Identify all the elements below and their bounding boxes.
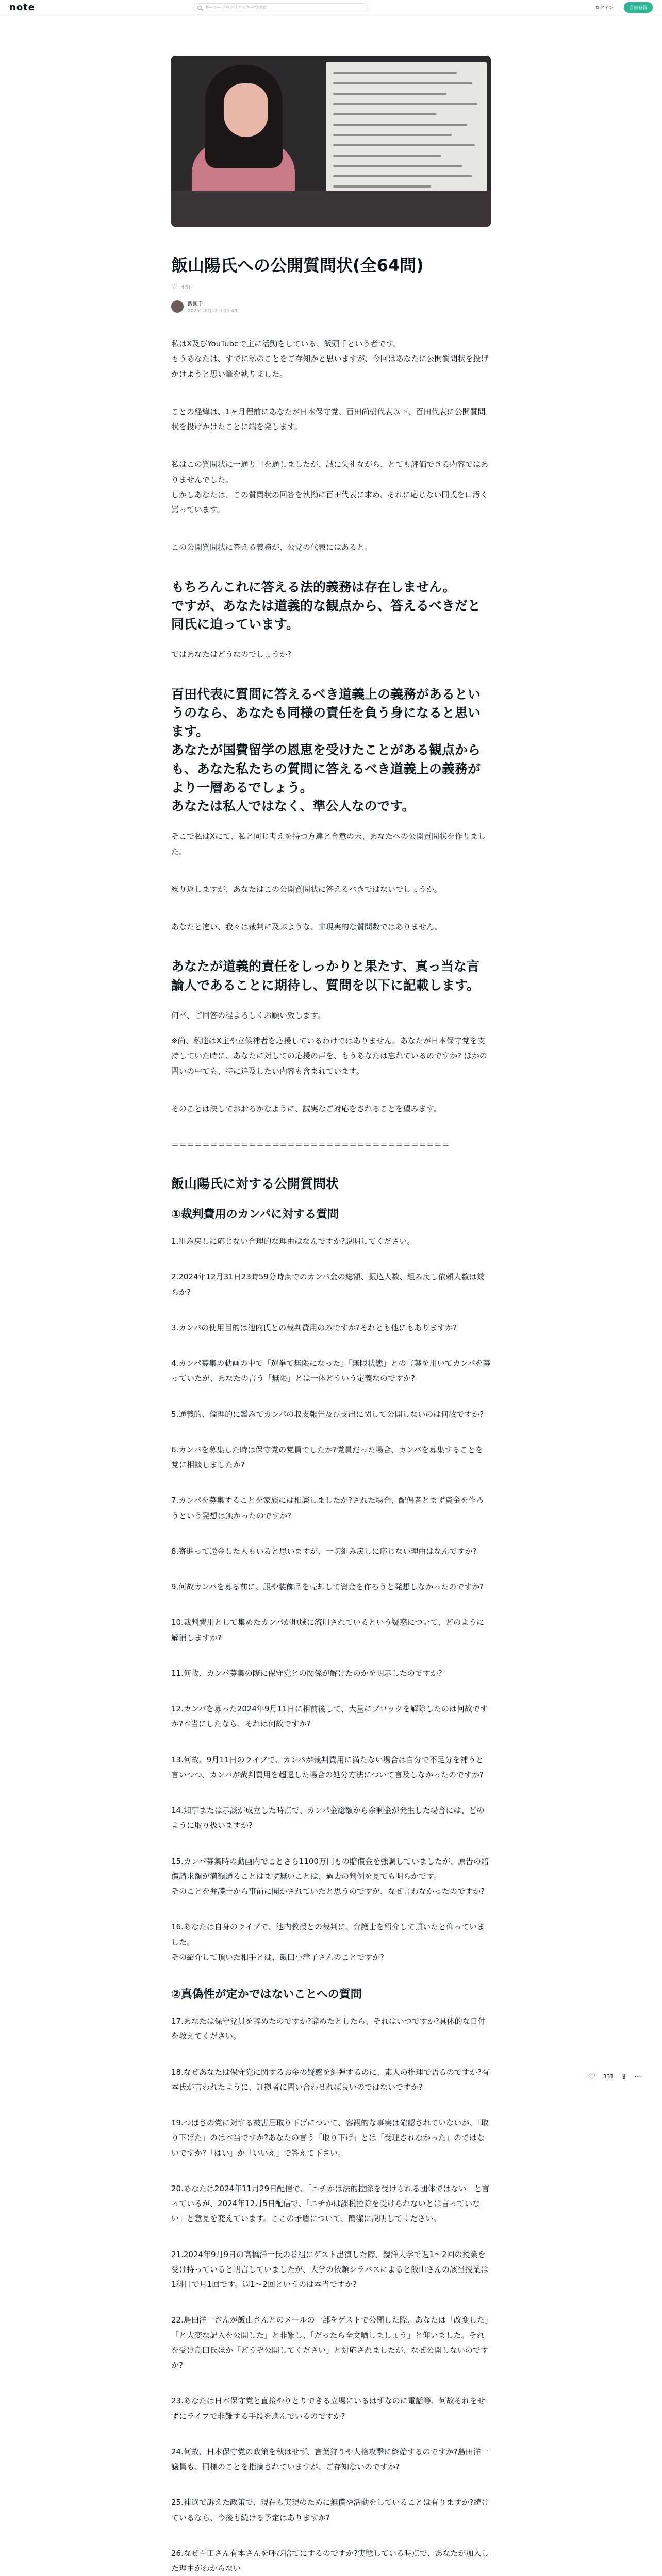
heart-outline-icon[interactable]: ♡	[171, 283, 178, 292]
author-block	[171, 299, 491, 314]
more-icon[interactable]: ⋯	[634, 2072, 642, 2081]
question-item: 21.2024年9月9日の高橋洋一氏の番組にゲスト出演した際、親洋大学で週1〜2回の授業を受け持っていると明言していましたが、大学の依頼シラバスによると飯山さんの該当授業は1科目で月1回です。週1〜2回というのは本当ですか?	[171, 2249, 489, 2290]
note-logo[interactable]: note	[9, 2, 35, 13]
body-paragraph: あなたと違い、我々は裁判に及ぶような、非現実的な質問数ではありません。	[171, 922, 442, 932]
top-navigation-bar	[0, 0, 662, 15]
question-item: 17.あなたは保守党員を辞めたのですか?辞めたとしたら、それはいつですか?具体的な日付を教えてください。	[171, 2016, 486, 2041]
article	[171, 15, 491, 2576]
avatar[interactable]	[171, 300, 184, 313]
question-item: 12.カンパを募った2024年9月11日に相前後して、大量にブロックを解除したのは何故ですか?本当にしたなら、それは何故ですか?	[171, 1704, 488, 1729]
question-item: 5.通義的、倫理的に鑑みてカンパの収支報告及び支出に関して公開しないのは何故ですか?	[171, 1409, 484, 1419]
subsection-title: ①裁判費用のカンパに対する質問	[171, 1208, 339, 1222]
question-item: 2.2024年12月31日23時59分時点でのカンパ金の総額、振込人数、組み戻し依頼人数は幾らか?	[171, 1272, 485, 1297]
question-item: 18.なぜあなたは保守党に関するお金の疑惑を糾弾するのに、素人の推理で語るのですか?有本氏が言われたように、証拠者に問い合わせれば良いのではないですか?	[171, 2067, 489, 2092]
share-icon[interactable]: ⇪	[621, 2072, 627, 2081]
like-heart-icon[interactable]: ♡	[588, 2072, 596, 2081]
search-icon	[197, 6, 202, 10]
question-item: 24.何故、日本保守党の政策を秋はせず、言葉狩りや人格攻撃に終始するのですか?島田洋一議員も、同様のことを指摘されていますが、ご存知ないのですか?	[171, 2447, 489, 2472]
question-item: 9.何故カンパを募る前に、服や装飾品を売却して資金を作ろうと発想しなかったのですか?	[171, 1582, 484, 1592]
body-paragraph: 繰り返しますが、あなたはこの公開質問状に答えるべきではないでしょうか。	[171, 884, 442, 894]
question-item: 8.寄進って送金した人もいると思いますが、一切組み戻しに応じない理由はなんですか?	[171, 1546, 477, 1556]
question-item: 14.知事または示談が成立した時点で、カンパ金総額から余剰金が発生した場合には、どのように取り扱いますか?	[171, 1806, 485, 1831]
question-item: 11.何故、カンパ募集の際に保守党との関係が解けたのかを明示したのですか?	[171, 1668, 442, 1678]
like-count: 331	[180, 283, 192, 291]
publish-date: 2025年2月12日 15:40	[188, 309, 237, 314]
subsection-title: ②真偽性が定かではないことへの質問	[171, 1988, 362, 2002]
question-item: 10.裁判費用として集めたカンパが地域に流用されているという疑惑について、どのように解消しますか?	[171, 1618, 485, 1642]
question-item: 20.あなたは2024年11月29日配信で、「ニチかは法的控除を受けられる団体ではない」と言っているが、2024年12月5日配信で、「ニチかは課税控除を受けられないとは言っていない」と意見を変えています。ここの矛盾について、簡潔に説明してください。	[171, 2183, 490, 2224]
intro-paragraph: 私はX及びYouTubeで主に活動をしている、飯頭千という者です。 もうあなたは、すでに私のことをご存知かと思いますが、今回はあなたに公開質問状を投げかけようと思い筆を執りました。	[171, 339, 489, 379]
intro-paragraph: 私はこの質問状に一通り目を通しましたが、誠に失礼ながら、とても評価できる内容ではありませんでした。 しかしあなたは、この質問状の回答を執拗に百田代表に求め、それに応じない同氏を口汚く罵っています。	[171, 460, 489, 515]
signup-button[interactable]: 会員登録	[624, 2, 653, 13]
bold-heading: もちろんこれに答える法的義務は存在しません。 ですが、あなたは道義的な観点から、答えるべきだと同氏に迫っています。	[171, 579, 481, 632]
intro-paragraph: ことの経緯は、1ヶ月程前にあなたが日本保守党、百田尚樹代表以下、百田代表に公開質問状を投げかけたことに端を発します。	[171, 406, 486, 432]
question-item: 7.カンパを募集することを家族には相談しましたか?された場合、配偶者とまず資金を作ろうという発想は無かったのですか?	[171, 1496, 484, 1520]
bold-heading: あなたが道義的責任をしっかりと果たす、真っ当な言論人であることに期待し、質問を以下に記載します。	[171, 959, 480, 993]
question-item: 6.カンパを募集した時は保守党の党員でしたか?党員だった場合、カンパを募集することを党に相談しましたか?	[171, 1445, 484, 1470]
question-item: 22.島田洋一さんが飯山さんとのメールの一部をゲストで公開した際、あなたは「改変した」「と大変な記入を公開した」と非難し、「だったら全文晒しましょう」と仰いました。それを受け島田氏ほか「どうぞ公開してください」と対応されましたが、なぜ公開しないのですか?	[171, 2315, 489, 2370]
floating-like-count: 331	[603, 2073, 614, 2080]
question-item: 1.組み戻しに応じない合理的な理由はなんですか?説明してください。	[171, 1236, 415, 1246]
login-button[interactable]: ログイン	[595, 6, 614, 11]
body-paragraph: そのことは決しておおろかなように、誠実なご対応をされることを望みます。	[171, 1104, 441, 1113]
question-item: 16.あなたは自身のライブで、池内教授との裁判に、弁護士を紹介して頂いたと仰っていました。 その紹介して頂いた相手とは、飯田小津子さんのことですか?	[171, 1922, 485, 1962]
intro-paragraph: この公開質問状に答える義務が、公党の代表にはあると。	[171, 543, 373, 552]
question-item: 19.つばさの党に対する被害届取り下げについて、客観的な事実は確認されていないが、「取り下げた」のは本当ですか?あなたの言う「取り下げ」とは「受理されなかった」のではないですか?「はい」か「いいえ」で答えて下さい。	[171, 2118, 489, 2158]
question-item: 25.補選で訴えた政策で、現在も実現のために無償や活動をしていることは有りますか?続けているなら、今後も続ける予定はありますか?	[171, 2498, 489, 2522]
question-item: 4.カンパ募集の動画の中で「選挙で無限になった」「無限状態」との言葉を用いてカンパを募っていたが、あなたの言う「無限」とは一体どういう定義なのですか?	[171, 1359, 491, 1383]
question-item: 13.何故、9月11日のライブで、カンパが裁判費用に満たない場合は自分で不足分を補うと言いつつ、カンパが裁判費用を超過した場合の処分方法について言及しなかったのですか?	[171, 1755, 484, 1780]
search-input[interactable]	[193, 3, 368, 12]
hero-image	[171, 56, 491, 227]
body-paragraph: そこで私はXにて、私と同じ考えを持つ方達と合意の末、あなたへの公開質問状を作りました。	[171, 832, 486, 856]
question-item: 26.なぜ百田さん有本さんを呼び捨てにするのですか?実態している時点で、あなたが加入した理由がわからない	[171, 2548, 489, 2573]
body-paragraph: ※尚、私達はX主や立候補者を応援しているわけではありません。あなたが日本保守党を支持していた時に、あなたに対しての応援の声を、もうあなたは忘れているのですか? ほかの問いの中でも、特に追及したい内容も含まれています。	[171, 1036, 487, 1076]
question-item: 15.カンパ募集時の動画内でことさら1100万円もの賠償金を強調していましたが、原告の賠償請求額が満額通ることはまず無いことは、過去の判例を見ても明らかです。 そのことを弁護士から事前に聞かされていたと思うのですが、なぜ言わなかったのですか?	[171, 1856, 489, 1896]
question-item: 3.カンパの使用目的は池内氏との裁判費用のみですか?それとも他にもありますか?	[171, 1323, 457, 1332]
search-placeholder: キーワードやクリエイターで検索	[205, 5, 267, 10]
author-name[interactable]: 飯頭千	[188, 301, 203, 308]
section-title: 飯山陽氏に対する公開質問状	[171, 1176, 339, 1192]
body-paragraph: ではあなたはどうなのでしょうか?	[171, 650, 291, 659]
body-paragraph: 何卒、ご回答の程よろしくお願い致します。	[171, 1010, 325, 1020]
bold-heading: 百田代表に質問に答えるべき道義上の義務があるというのなら、あなたも同様の責任を負う身になると思います。 あなたが国費留学の恩恵を受けたことがある観点からも、あなた私たちの質問に答えるべき道義上の義務がより一層あるでしょう。 あなたは私人ではなく、準公人なのです。	[171, 686, 481, 814]
divider: ＝＝＝＝＝＝＝＝＝＝＝＝＝＝＝＝＝＝＝＝＝＝＝＝＝＝＝＝＝＝＝＝＝＝＝＝	[171, 1140, 450, 1150]
question-item: 23.あなたは日本保守党と直接やりとりできる立場にいるはずなのに電話等、何故それをせずにライブで非難する手段を選んでいるのですか?	[171, 2396, 485, 2421]
article-title: 飯山陽氏への公開質問状(全64問)	[171, 256, 424, 275]
like-row	[171, 283, 491, 291]
floating-action-bar	[588, 2072, 641, 2081]
